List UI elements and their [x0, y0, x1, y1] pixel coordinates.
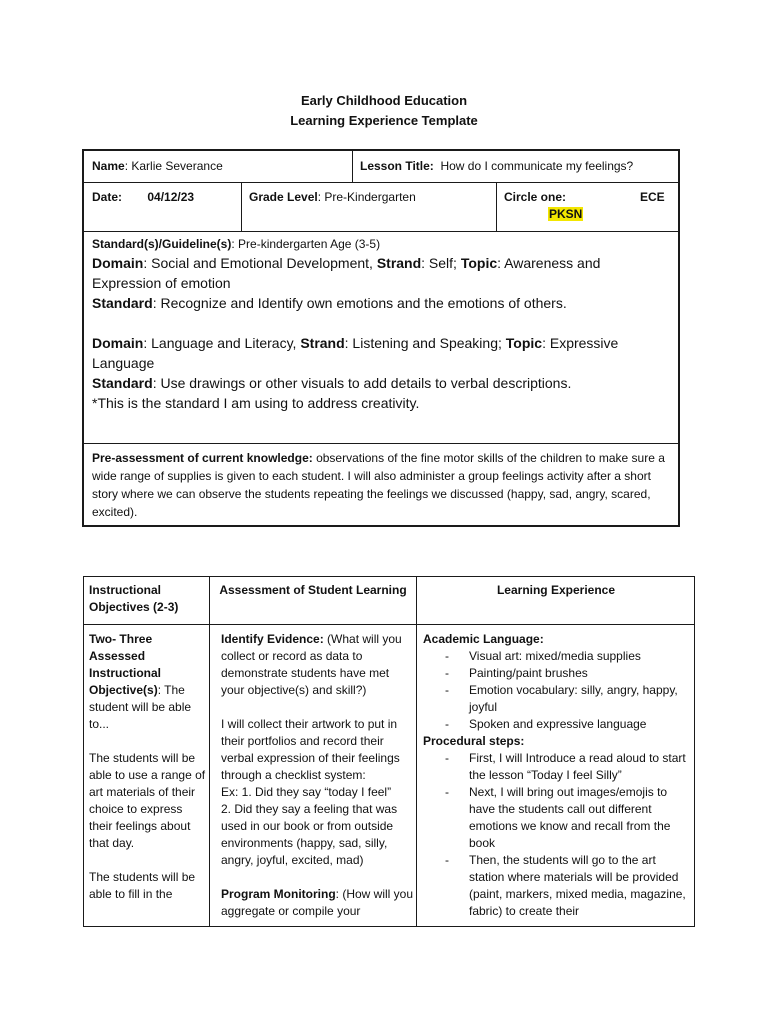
academic-language-label: Academic Language:: [423, 632, 544, 646]
procedural-steps-list: [423, 750, 691, 920]
standards-value: : Pre-kindergarten Age (3-5): [231, 237, 381, 251]
procedural-steps-label: Procedural steps:: [423, 734, 525, 748]
topic-1-label: Topic: [460, 255, 498, 271]
list-item: - Painting/paint brushes: [445, 665, 691, 682]
domain-2-value: : Language and Literacy,: [143, 335, 301, 351]
domain-1-label: Domain: [92, 255, 144, 271]
name-label: Name: [92, 159, 125, 173]
col-header-assessment: Assessment of Student Learning: [219, 583, 407, 597]
circle-one-cell: [504, 189, 674, 221]
strand-2-label: Strand: [300, 335, 345, 351]
standards-label: Standard(s)/Guideline(s): [92, 237, 232, 251]
list-item: - Emotion vocabulary: silly, angry, happy, joyful: [445, 682, 691, 716]
strand-1-label: Strand: [376, 255, 422, 271]
standard-2-value: : Use drawings or other visuals to add details to verbal descriptions.: [152, 375, 572, 391]
checklist-example-1: Ex: 1. Did they say “today I feel”: [221, 785, 392, 799]
circle-one-label: Circle one:: [504, 190, 567, 204]
domain-2: [92, 333, 672, 373]
col-header-learning-experience: Learning Experience: [496, 583, 616, 597]
standards-cell: [92, 236, 672, 413]
assessment-para: I will collect their artwork to put in their portfolios and record their verbal expression of their feelings through a checklist system:: [221, 717, 400, 782]
instruction-table: [83, 576, 695, 927]
standard-1-value: : Recognize and Identify own emotions and the emotions of others.: [152, 295, 567, 311]
lesson-title-label: Lesson Title:: [360, 159, 434, 173]
date-label: Date:: [92, 190, 123, 204]
preassessment-label: Pre-assessment of current knowledge:: [92, 451, 313, 465]
document-subtitle: Learning Experience Template: [290, 113, 478, 128]
academic-language-list: [423, 648, 691, 733]
objective-1: The students will be able to use a range of art materials of their choice to express their feelings about that day.: [89, 751, 206, 850]
date-cell: [92, 189, 237, 206]
monitoring-value: : (How will you aggregate or compile your: [221, 887, 414, 918]
grade-level-label: Grade Level: [249, 190, 318, 204]
lesson-title-cell: [360, 158, 675, 175]
assessment-cell: [221, 631, 414, 920]
name-value: : Karlie Severance: [124, 159, 223, 173]
standard-1: [92, 293, 672, 313]
document-title: Early Childhood Education: [300, 93, 468, 108]
name-cell: [92, 158, 347, 175]
col-header-objectives: Instructional Objectives (2-3): [89, 583, 179, 614]
standard-2: [92, 373, 672, 393]
date-value: 04/12/23: [147, 190, 195, 204]
list-item: - Next, I will bring out images/emojis to have the students call out different emotions we know and recall from the book: [445, 784, 691, 852]
circle-option-ece: ECE: [640, 190, 665, 204]
objectives-lead-rest: : The student will be able to...: [89, 683, 192, 731]
lesson-info-table: [82, 149, 680, 527]
preassessment-cell: [92, 449, 674, 521]
domain-1-value: : Social and Emotional Development,: [143, 255, 377, 271]
topic-2-label: Topic: [505, 335, 543, 351]
topic-2-value: : Expressive Language: [92, 335, 619, 371]
lesson-title-value: How do I communicate my feelings?: [440, 159, 634, 173]
objective-2: The students will be able to fill in the: [89, 870, 196, 901]
circle-option-pksn: PKSN: [549, 207, 583, 221]
objectives-cell: [89, 631, 207, 903]
standard-2-label: Standard: [92, 375, 153, 391]
domain-1: [92, 253, 672, 293]
monitoring-label: Program Monitoring: [221, 887, 336, 901]
domain-2-label: Domain: [92, 335, 144, 351]
checklist-example-2: 2. Did they say a feeling that was used in our book or from outside environments (happy, sad, silly, angry, joyful, excited, mad): [221, 802, 398, 867]
list-item: - Then, the students will go to the art station where materials will be provided (paint, markers, mixed media, magazine, fabric) to create their: [445, 852, 691, 920]
objectives-lead: Two- Three Assessed Instructional Objective(s): [89, 632, 162, 697]
evidence-value: (What will you collect or record as data to demonstrate students have met your objective(s) and skill?): [221, 632, 402, 697]
grade-level-value: : Pre-Kindergarten: [317, 190, 416, 204]
topic-1-value: : Awareness and Expression of emotion: [92, 255, 601, 291]
learning-experience-cell: [423, 631, 691, 920]
evidence-label: Identify Evidence:: [221, 632, 324, 646]
creativity-note: *This is the standard I am using to address creativity.: [92, 395, 420, 411]
strand-2-value: : Listening and Speaking;: [344, 335, 506, 351]
list-item: - Spoken and expressive language: [445, 716, 691, 733]
list-item: - First, I will Introduce a read aloud to start the lesson “Today I feel Silly”: [445, 750, 691, 784]
grade-level-cell: [249, 189, 489, 206]
preassessment-value: observations of the fine motor skills of the children to make sure a wide range of supplies is given to each student. I will also administer a group feelings activity after a short story where we can observe the students repeating the feelings we discussed (happy, sad, angry, scared, excited).: [92, 451, 665, 519]
list-item: - Visual art: mixed/media supplies: [445, 648, 691, 665]
standard-1-label: Standard: [92, 295, 153, 311]
strand-1-value: : Self;: [421, 255, 461, 271]
